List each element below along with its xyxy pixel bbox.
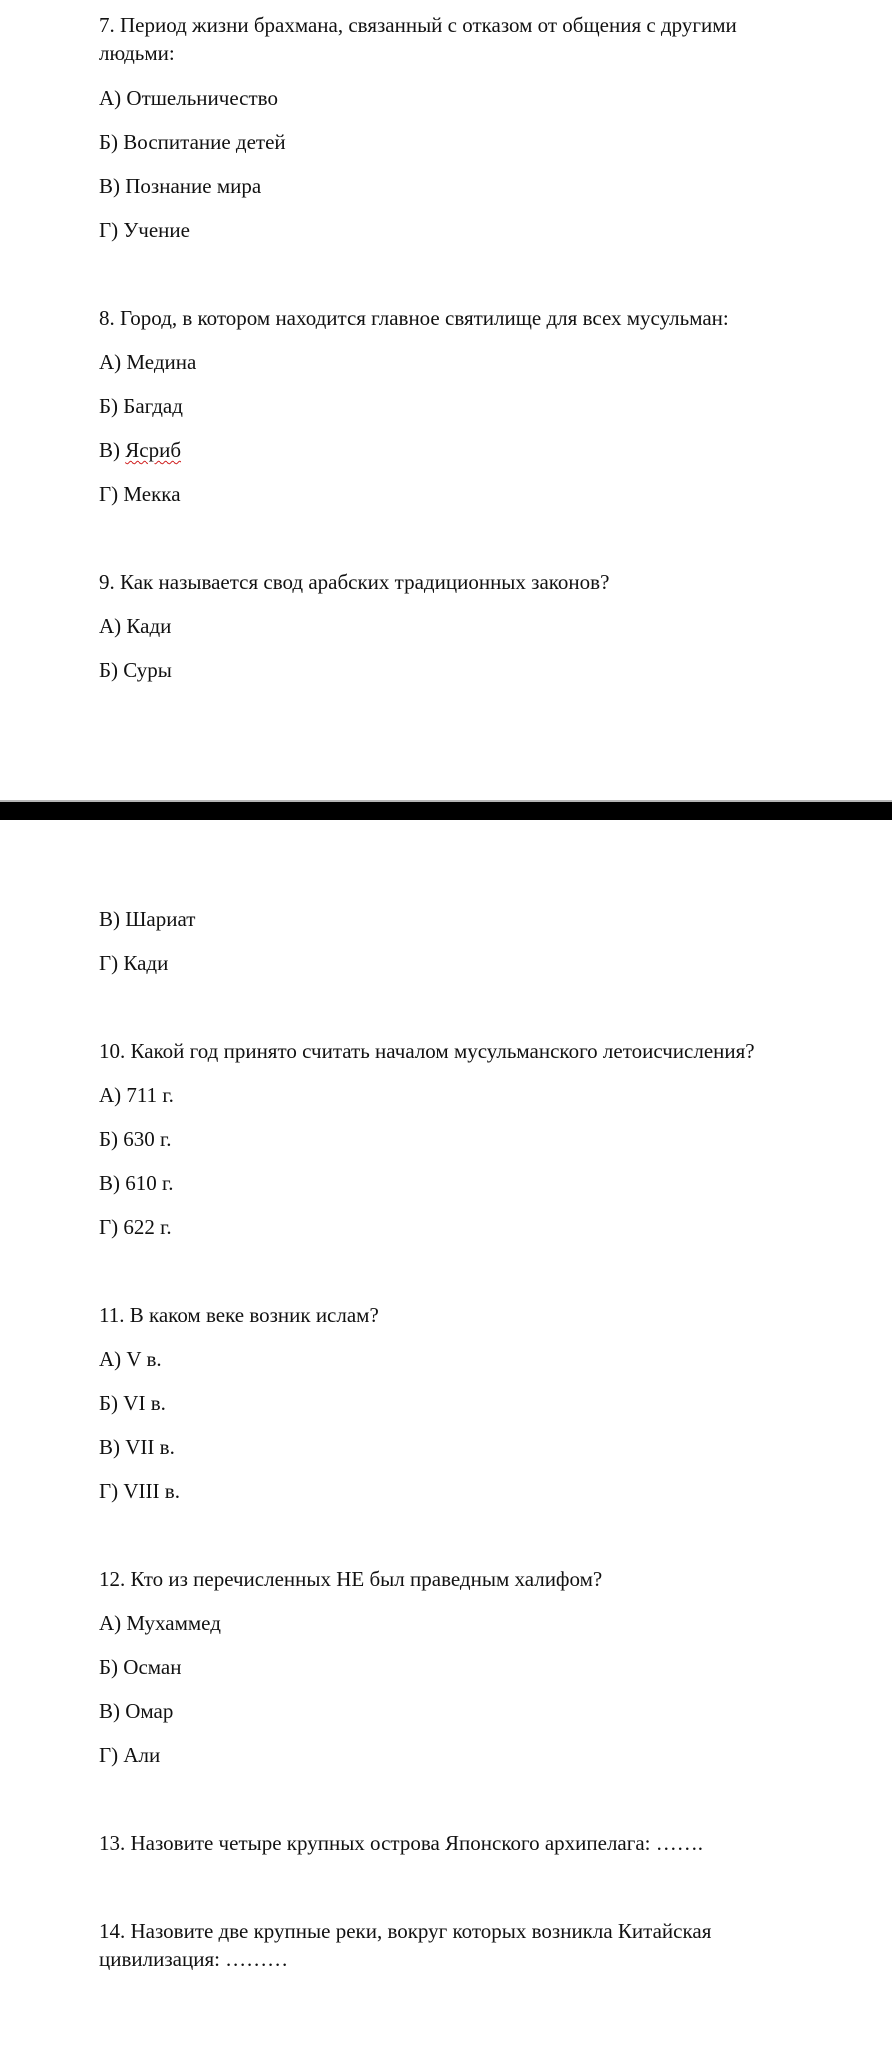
question-11-option-b: Б) VI в. [99, 1391, 166, 1415]
question-9-option-c: В) Шариат [99, 907, 196, 931]
question-10-option-c: В) 610 г. [99, 1171, 174, 1195]
question-8-option-a: А) Медина [99, 350, 197, 374]
question-11-text: 11. В каком веке возник ислам? [99, 1303, 379, 1327]
question-12-text: 12. Кто из перечисленных НЕ был праведным халифом? [99, 1567, 603, 1591]
page-break-bar [0, 802, 892, 820]
document-page-1 [0, 0, 892, 800]
question-12-option-a: А) Мухаммед [99, 1611, 221, 1635]
question-12-option-d: Г) Али [99, 1743, 161, 1767]
question-11-option-c: В) VII в. [99, 1435, 175, 1459]
question-9-option-d: Г) Кади [99, 951, 169, 975]
question-8-text: 8. Город, в котором находится главное святилище для всех мусульман: [99, 306, 729, 330]
question-14-text: 14. Назовите две крупные реки, вокруг которых возникла Китайская цивилизация: ……… [99, 1919, 712, 1971]
question-10-text: 10. Какой год принято считать началом мусульманского летоисчисления? [99, 1039, 755, 1063]
question-12-option-c: В) Омар [99, 1699, 174, 1723]
question-9-text: 9. Как называется свод арабских традиционных законов? [99, 570, 610, 594]
question-10-option-a: А) 711 г. [99, 1083, 174, 1107]
question-7-option-a: А) Отшельничество [99, 86, 278, 110]
question-7-option-d: Г) Учение [99, 218, 190, 242]
question-11-option-d: Г) VIII в. [99, 1479, 180, 1503]
question-10-option-d: Г) 622 г. [99, 1215, 172, 1239]
question-12-option-b: Б) Осман [99, 1655, 182, 1679]
spellcheck-flagged-word[interactable]: Ясриб [125, 438, 182, 462]
question-10-option-b: Б) 630 г. [99, 1127, 172, 1151]
question-9-option-b: Б) Суры [99, 658, 172, 682]
question-9-option-a: А) Кади [99, 614, 172, 638]
question-7-option-b: Б) Воспитание детей [99, 130, 286, 154]
question-8-option-c-label: В) [99, 438, 126, 462]
document-page-2 [0, 820, 892, 2054]
question-7-option-c: В) Познание мира [99, 174, 262, 198]
question-8-option-d: Г) Мекка [99, 482, 181, 506]
question-7-text: 7. Период жизни брахмана, связанный с отказом от общения с другими людьми: [99, 13, 737, 65]
question-8-option-b: Б) Багдад [99, 394, 183, 418]
question-13-text: 13. Назовите четыре крупных острова Японского архипелага: ……. [99, 1831, 704, 1855]
question-11-option-a: А) V в. [99, 1347, 162, 1371]
question-8-option-c [99, 436, 181, 464]
